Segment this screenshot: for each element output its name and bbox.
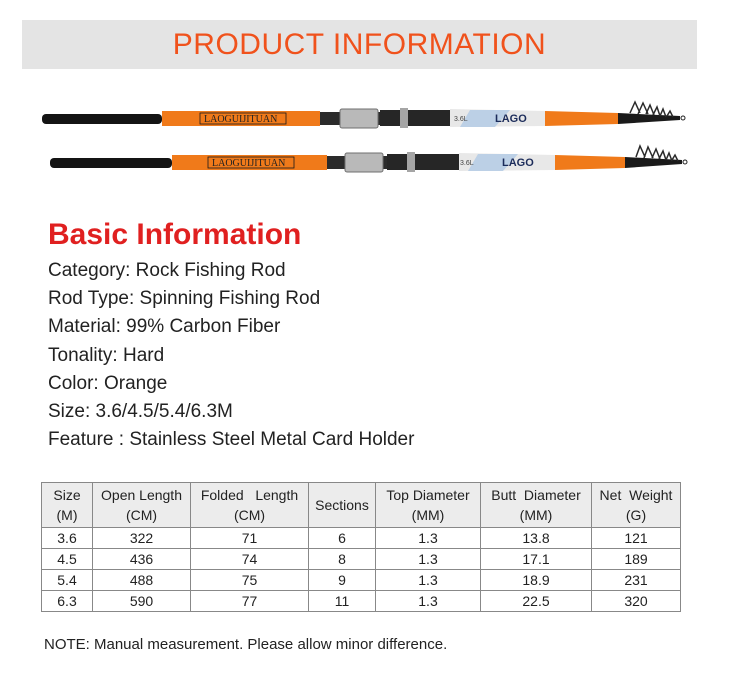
cell-open-length: 590: [93, 591, 191, 612]
header-open-length: Open Length (CM): [93, 483, 191, 528]
fishing-rod-image-1: [40, 98, 690, 138]
cell-net-weight: 320: [592, 591, 681, 612]
rod-brand-label: LAOGUIJITUAN: [212, 158, 286, 169]
banner-title: PRODUCT INFORMATION: [172, 27, 547, 61]
cell-sections: 6: [309, 528, 376, 549]
size-spec-table: [41, 482, 681, 612]
cell-size: 4.5: [42, 549, 93, 570]
cell-folded-length: 77: [191, 591, 309, 612]
cell-open-length: 322: [93, 528, 191, 549]
header-sections: Sections: [309, 483, 376, 528]
header-butt-diameter: Butt Diameter (MM): [481, 483, 592, 528]
cell-top-diameter: 1.3: [376, 549, 481, 570]
cell-top-diameter: 1.3: [376, 528, 481, 549]
rod-model-label: LAGO: [495, 113, 527, 125]
cell-net-weight: 231: [592, 570, 681, 591]
cell-folded-length: 75: [191, 570, 309, 591]
header-folded-length: Folded Length (CM): [191, 483, 309, 528]
spec-category: Category: Rock Fishing Rod: [48, 260, 286, 281]
cell-open-length: 436: [93, 549, 191, 570]
product-info-banner: [22, 20, 697, 69]
spec-color: Color: Orange: [48, 372, 168, 394]
cell-butt-diameter: 17.1: [481, 549, 592, 570]
cell-net-weight: 189: [592, 549, 681, 570]
cell-butt-diameter: 22.5: [481, 591, 592, 612]
table-row: [42, 528, 681, 549]
spec-size: Size: 3.6/4.5/5.4/6.3M: [48, 401, 233, 423]
cell-sections: 9: [309, 570, 376, 591]
table-row: [42, 591, 681, 612]
cell-size: 3.6: [42, 528, 93, 549]
cell-open-length: 488: [93, 570, 191, 591]
rod-brand-label: LAOGUIJITUAN: [204, 114, 278, 125]
header-net-weight: Net Weight (G): [592, 483, 681, 528]
fishing-rod-image-2: [40, 142, 690, 182]
table-row: [42, 549, 681, 570]
cell-butt-diameter: 13.8: [481, 528, 592, 549]
rod-length-mark: 3.6L: [454, 116, 468, 123]
cell-butt-diameter: 18.9: [481, 570, 592, 591]
cell-folded-length: 74: [191, 549, 309, 570]
basic-info-list: [48, 257, 414, 454]
rod-model-label: LAGO: [502, 157, 534, 169]
cell-size: 5.4: [42, 570, 93, 591]
spec-tonality: Tonality: Hard: [48, 344, 165, 366]
cell-sections: 11: [309, 591, 376, 612]
cell-size: 6.3: [42, 591, 93, 612]
cell-sections: 8: [309, 549, 376, 570]
header-size: Size (M): [42, 483, 93, 528]
cell-top-diameter: 1.3: [376, 570, 481, 591]
cell-net-weight: 121: [592, 528, 681, 549]
cell-folded-length: 71: [191, 528, 309, 549]
rod-length-mark: 3.6L: [460, 160, 474, 167]
spec-material: Material: 99% Carbon Fiber: [48, 316, 281, 338]
table-row: [42, 570, 681, 591]
header-top-diameter: Top Diameter (MM): [376, 483, 481, 528]
table-header-row: [42, 483, 681, 528]
cell-top-diameter: 1.3: [376, 591, 481, 612]
spec-feature: Feature : Stainless Steel Metal Card Holder: [48, 429, 415, 451]
measurement-note: NOTE: Manual measurement. Please allow minor difference.: [44, 636, 448, 653]
basic-information-heading: Basic Information: [48, 218, 302, 251]
spec-rod-type: Rod Type: Spinning Fishing Rod: [48, 288, 321, 310]
